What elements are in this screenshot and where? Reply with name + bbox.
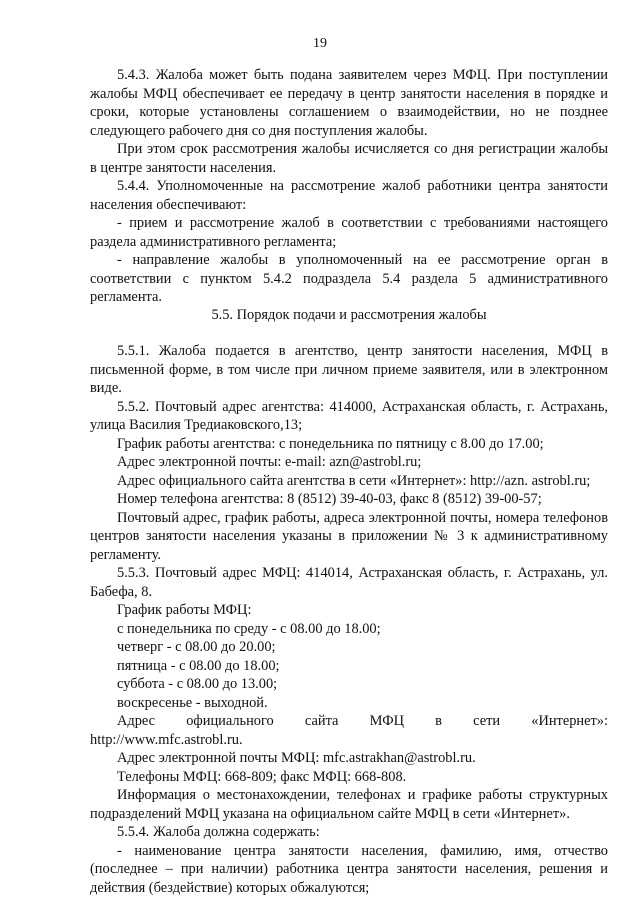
list-item-receive-complaints: - прием и рассмотрение жалоб в соответствии с требованиями настоящего раздела административного регламента; <box>90 215 608 250</box>
page-number: 19 <box>313 36 327 51</box>
agency-phone-line: Номер телефона агентства: 8 (8512) 39-40-03, факс 8 (8512) 39-00-57; <box>117 491 542 507</box>
mfc-schedule-mon-wed: с понедельника по среду - с 08.00 до 18.00; <box>117 620 381 637</box>
mfc-website-word: «Интернет»: <box>531 713 608 729</box>
section-heading-5-5: 5.5. Порядок подачи и рассмотрения жалобы <box>211 307 487 323</box>
paragraph-5-5-1: 5.5.1. Жалоба подается в агентство, центр занятости населения, МФЦ в письменной форме, в том числе при личном приеме заявителя, или в электронном виде. <box>90 343 608 396</box>
mfc-schedule-thu: четверг - с 08.00 до 20.00; <box>117 639 276 655</box>
agency-email-line: Адрес электронной почты: e-mail: azn@astrobl.ru; <box>117 454 422 470</box>
mfc-schedule-fri: пятница - с 08.00 до 18.00; <box>117 657 280 674</box>
paragraph-5-5-2: 5.5.2. Почтовый адрес агентства: 414000, Астраханская область, г. Астрахань, улица Василия Тредиаковского,13; <box>90 398 608 433</box>
paragraph-5-4-3: 5.4.3. Жалоба может быть подана заявителем через МФЦ. При поступлении жалобы МФЦ обеспечивает ее передачу в центр занятости населения в порядке и сроки, которые установлены соглашением о взаимодействии, но не позднее следующего рабочего дня со дня поступления жалобы. <box>90 67 608 139</box>
mfc-schedule-sun: воскресенье - выходной. <box>117 694 268 711</box>
section-5-5-text-block <box>90 342 608 897</box>
mfc-website-word: сети <box>473 713 501 729</box>
paragraph-employment-centers: Почтовый адрес, график работы, адреса электронной почты, номера телефонов центров занятости населения указаны в приложении № 3 к административному регламенту. <box>90 509 608 563</box>
mfc-schedule-sat: суббота - с 08.00 до 13.00; <box>117 676 278 692</box>
paragraph-mfc-info: Информация о местонахождении, телефонах и графике работы структурных подразделений МФЦ указана на официальном сайте МФЦ в сети «Интернет». <box>90 787 608 822</box>
mfc-website-word: официального <box>186 713 274 729</box>
agency-schedule-line: График работы агентства: с понедельника по пятницу с 8.00 до 17.00; <box>117 435 544 452</box>
mfc-website-url: http://www.mfc.astrobl.ru. <box>90 731 243 748</box>
mfc-email-line: Адрес электронной почты МФЦ: mfc.astrakhan@astrobl.ru. <box>117 750 476 766</box>
mfc-website-word: в <box>435 713 442 729</box>
mfc-website-word: МФЦ <box>369 713 404 729</box>
mfc-website-word: Адрес <box>117 713 156 729</box>
paragraph-5-5-3: 5.5.3. Почтовый адрес МФЦ: 414014, Астраханская область, г. Астрахань, ул. Бабефа, 8. <box>90 565 608 600</box>
list-item-forward-complaint: - направление жалобы в уполномоченный на ее рассмотрение орган в соответствии с пунктом 5.4.2 подраздела 5.4 раздела 5 административного регламента. <box>90 252 608 305</box>
list-item-center-name: - наименование центра занятости населения, фамилию, имя, отчество (последнее – при наличии) работника центра занятости населения, решения и действия (бездействие) которых обжалуются; <box>90 842 608 896</box>
paragraph-5-5-4: 5.5.4. Жалоба должна содержать: <box>117 824 320 840</box>
paragraph-5-4-4: 5.4.4. Уполномоченные на рассмотрение жалоб работники центра занятости населения обеспечивают: <box>90 178 608 213</box>
mfc-website-word: сайта <box>304 713 339 729</box>
paragraph-review-term: При этом срок рассмотрения жалобы исчисляется со дня регистрации жалобы в центре занятости населения. <box>90 141 608 176</box>
mfc-website-label-line <box>90 712 608 731</box>
mfc-schedule-title: График работы МФЦ: <box>117 602 252 618</box>
agency-website-line: Адрес официального сайта агентства в сети «Интернет»: http://azn. astrobl.ru; <box>117 472 591 489</box>
mfc-phone-line: Телефоны МФЦ: 668-809; факс МФЦ: 668-808. <box>117 768 407 785</box>
top-text-block <box>90 66 608 307</box>
